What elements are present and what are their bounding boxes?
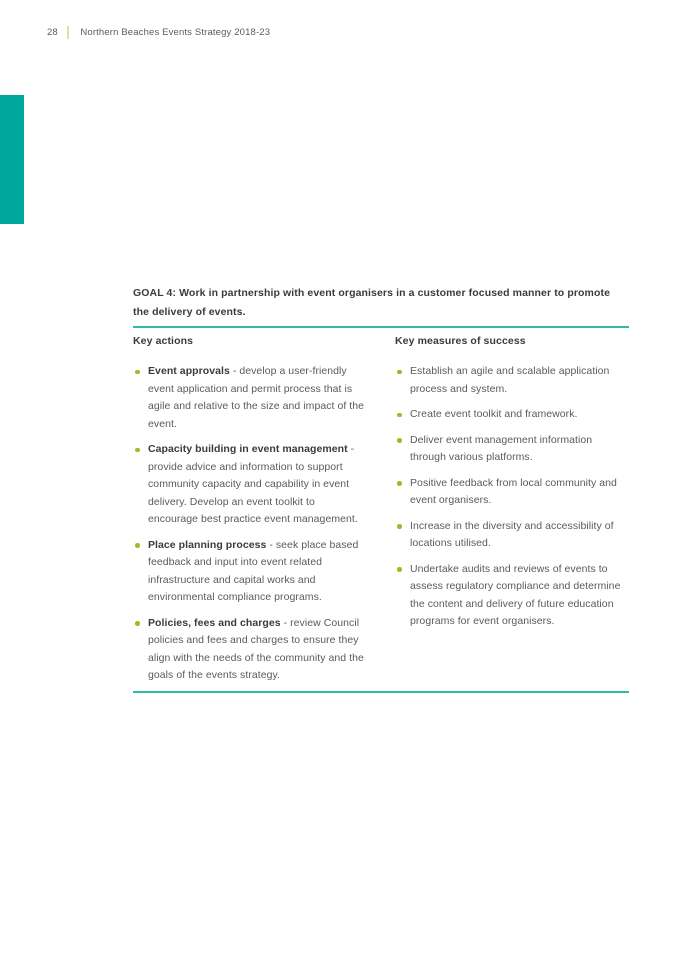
key-measure-item: Positive feedback from local community and event organisers. [395,475,629,510]
key-actions-header: Key actions [133,335,194,347]
page-header [47,26,270,39]
key-measure-item: Increase in the diversity and accessibility of locations utilised. [395,518,629,553]
key-action-term: Place planning process [148,538,267,551]
key-action-item: Policies, fees and charges - review Council policies and fees and charges to ensure they align with the needs of the community and the goals of the events strategy. [133,615,365,685]
goal-heading: GOAL 4: Work in partnership with event organisers in a customer focused manner to promote the delivery of events. [133,287,611,318]
key-measure-item: Undertake audits and reviews of events to assess regulatory compliance and determine the content and delivery of future education programs for event organisers. [395,561,629,631]
header-divider-bar [67,26,70,39]
key-action-item: Event approvals - develop a user-friendly event application and permit process that is agile and relative to the size and impact of the event. [133,363,365,433]
teal-accent-bar [0,95,24,224]
key-measures-list [395,363,629,637]
key-action-item: Place planning process - seek place based feedback and input into event related infrastructure and capital works and environmental compliance programs. [133,537,365,607]
key-action-term: Policies, fees and charges [148,616,281,629]
key-action-term: Capacity building in event management [148,443,348,455]
key-measures-column [395,328,629,691]
key-measure-item: Create event toolkit and framework. [395,406,629,424]
page-number: 28 [47,27,58,38]
goal-section [133,284,629,693]
key-actions-list [133,363,365,691]
key-measures-header: Key measures of success [395,335,526,347]
document-title: Northern Beaches Events Strategy 2018-23 [80,27,271,38]
key-action-term: Event approvals [148,365,230,377]
goal-table [133,326,629,693]
key-action-item: Capacity building in event management - provide advice and information to support community capacity and capability in event delivery. Develop an event toolkit to encourage best practice event management. [133,441,365,529]
key-actions-column [133,328,365,691]
key-measure-item: Establish an agile and scalable application process and system. [395,363,629,398]
key-measure-item: Deliver event management information through various platforms. [395,432,629,467]
